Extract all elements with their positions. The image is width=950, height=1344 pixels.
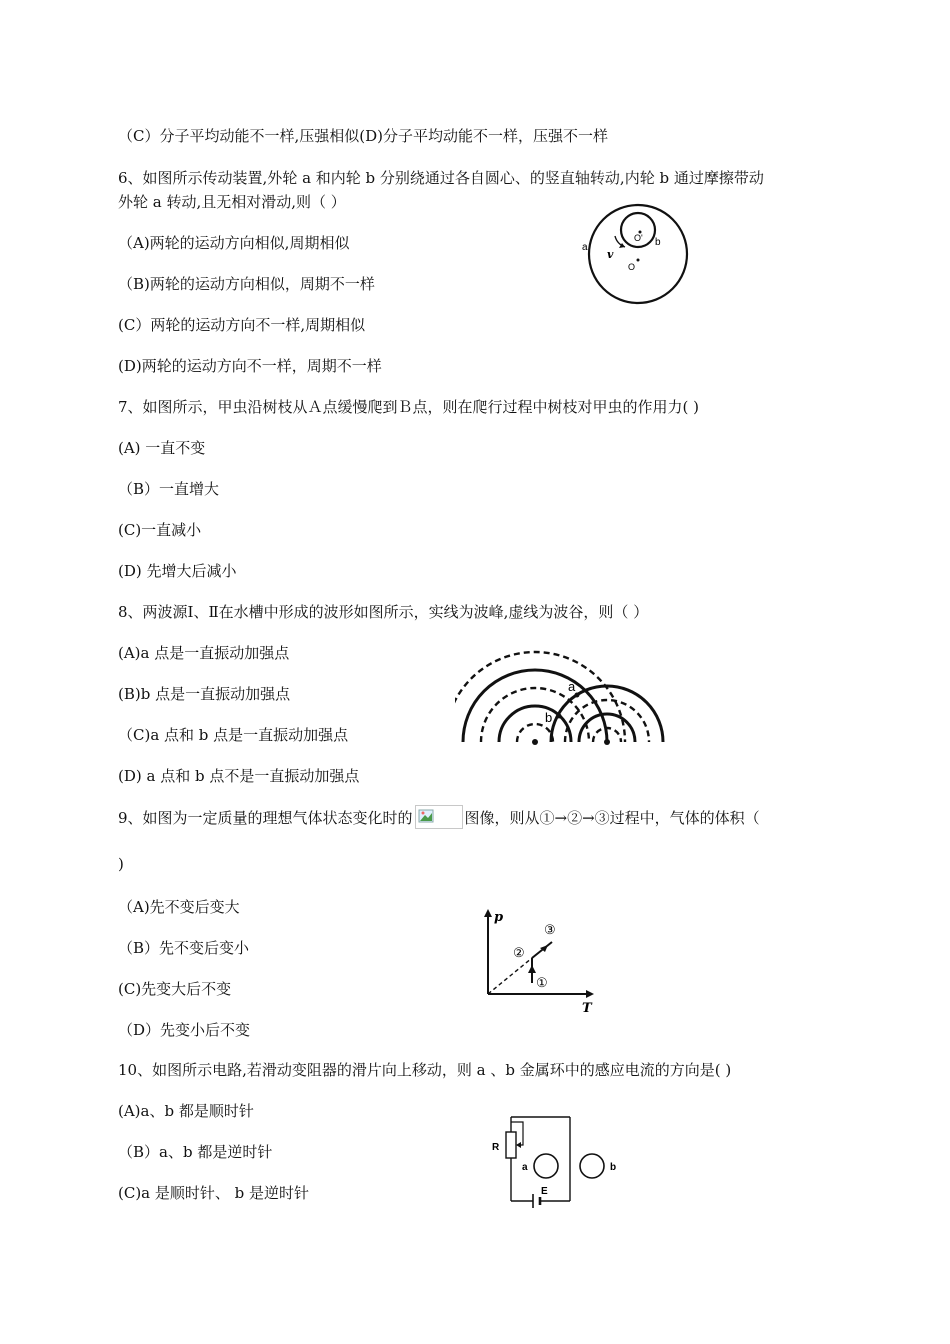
ring-b <box>580 1154 604 1178</box>
source-1-dot <box>532 739 538 745</box>
point-b-label: b <box>545 710 553 725</box>
q7-option-d: (D) 先增大后减小 <box>118 562 237 580</box>
label-T: T <box>582 1001 592 1016</box>
q10-circuit-figure <box>485 1110 630 1210</box>
q9-stem-after: 图像，则从①→②→③过程中，气体的体积（ <box>464 809 760 827</box>
q7-option-a: (A) 一直不变 <box>118 439 206 457</box>
q9-pt-graph <box>478 905 603 1017</box>
point-b-dot <box>557 714 562 719</box>
label-o: O <box>628 262 636 272</box>
q6-wheel-figure <box>570 200 700 312</box>
label-a: a <box>522 1162 528 1173</box>
label-b: b <box>610 1162 617 1173</box>
label-state-1: ① <box>536 976 548 991</box>
q8-option-a: (A)a 点是一直振动加强点 <box>118 644 290 662</box>
q7-option-c: (C)一直减小 <box>118 521 202 539</box>
q6-option-c: (C）两轮的运动方向不一样,周期相似 <box>118 316 366 334</box>
q9-option-a: （A)先不变后变大 <box>118 898 240 916</box>
q8-wave-figure <box>455 650 670 750</box>
rheostat-slider-arrow <box>516 1142 521 1148</box>
q9-option-d: （D）先变小后不变 <box>118 1021 251 1039</box>
q6-stem-line2: 外轮 a 转动,且无相对滑动,则（ ） <box>118 193 346 211</box>
q9-option-b: （B）先不变后变小 <box>118 939 250 957</box>
label-b: b <box>655 237 661 248</box>
q10-option-c: (C)a 是顺时针、 b 是逆时针 <box>118 1184 310 1202</box>
center-o-dot <box>637 259 640 262</box>
dashed-origin-line <box>488 958 532 994</box>
q6-option-d: (D)两轮的运动方向不一样，周期不一样 <box>118 357 382 375</box>
q8-option-d: (D) a 点和 b 点不是一直振动加强点 <box>118 767 360 785</box>
q10-stem: 10、如图所示电路,若滑动变阻器的滑片向上移动，则 a 、b 金属环中的感应电流的方向是( ) <box>118 1061 732 1079</box>
label-a: a <box>582 242 588 253</box>
q9-stem <box>118 807 760 831</box>
source-1-waves <box>455 652 625 742</box>
q6-stem-line1: 6、如图所示传动装置,外轮 a 和内轮 b 分别绕通过各自圆心、的竖直轴转动,内轮 b 通过摩擦带动 <box>118 169 764 187</box>
q10-option-b: （B）a、b 都是逆时针 <box>118 1143 273 1161</box>
source-2-dot <box>604 739 610 745</box>
q8-option-b: (B)b 点是一直振动加强点 <box>118 685 291 703</box>
label-E: E <box>541 1186 548 1197</box>
ring-a <box>534 1154 558 1178</box>
q8-option-c: （C)a 点和 b 点是一直振动加强点 <box>118 726 349 744</box>
q9-option-c: (C)先变大后不变 <box>118 980 232 998</box>
q10-option-a: (A)a、b 都是顺时针 <box>118 1102 254 1120</box>
q8-stem: 8、两波源Ⅰ、Ⅱ在水槽中形成的波形如图所示，实线为波峰,虚线为波谷，则（ ） <box>118 603 649 621</box>
label-R: R <box>492 1142 500 1153</box>
label-state-2: ② <box>513 946 525 961</box>
rheostat-resistor <box>506 1132 516 1158</box>
label-state-3: ③ <box>544 923 556 938</box>
q7-option-b: （B）一直增大 <box>118 480 220 498</box>
rheostat-slider-wire <box>511 1122 523 1145</box>
q6-option-b: （B)两轮的运动方向相似，周期不一样 <box>118 275 375 293</box>
broken-image-icon <box>415 805 463 829</box>
q6-option-a: （A)两轮的运动方向相似,周期相似 <box>118 234 350 252</box>
outer-wheel-a <box>589 205 687 303</box>
point-a-label: a <box>568 679 576 694</box>
q5-option-c: （C）分子平均动能不一样,压强相似(D)分子平均动能不一样，压强不一样 <box>118 127 608 145</box>
label-p: p <box>494 910 504 925</box>
segment-2-3 <box>532 942 552 958</box>
label-v: v <box>607 248 614 261</box>
q7-stem: 7、如图所示，甲虫沿树枝从Ａ点缓慢爬到Ｂ点，则在爬行过程中树枝对甲虫的作用力( ) <box>118 398 700 416</box>
q9-stem-line2: ) <box>118 855 124 873</box>
point-a-dot <box>575 693 580 698</box>
label-o1: O' <box>634 233 643 243</box>
q9-stem-before: 9、如图为一定质量的理想气体状态变化时的 <box>118 809 413 827</box>
